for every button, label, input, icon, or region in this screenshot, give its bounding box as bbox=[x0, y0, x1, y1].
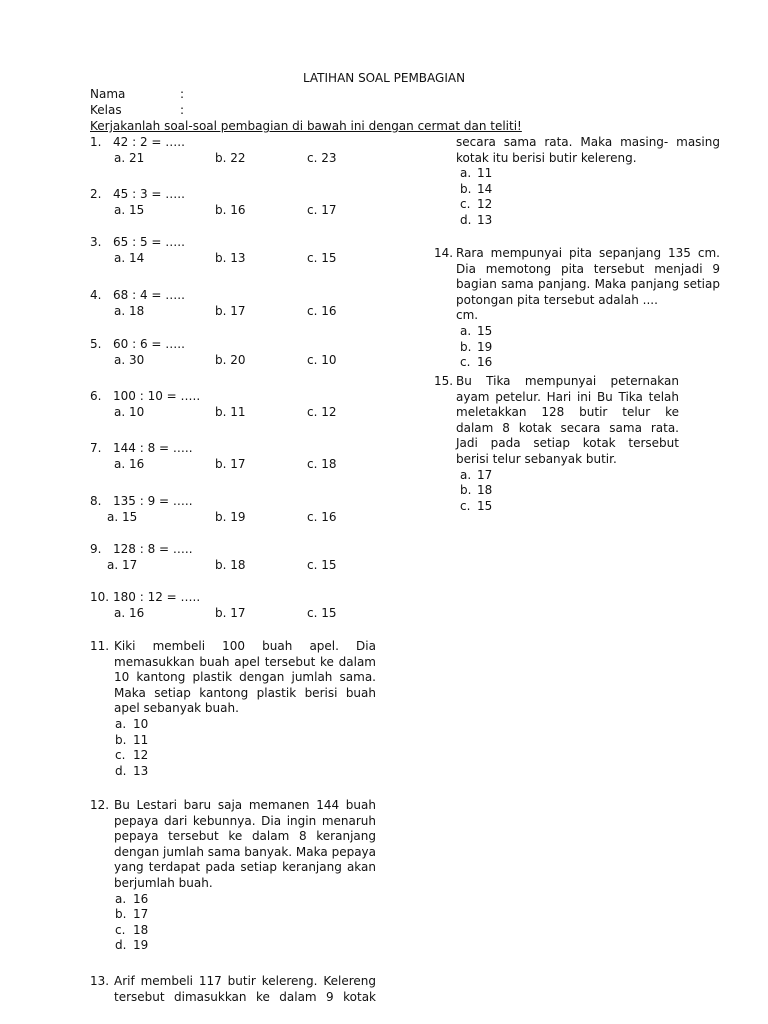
question-text: pepaya tersebut ke dalam 8 keranjang bbox=[114, 829, 376, 844]
question-text: yang terdapat pada setiap keranjang akan bbox=[114, 860, 376, 875]
option-b: b. 20 bbox=[215, 353, 246, 367]
option-value: 14 bbox=[477, 181, 493, 196]
option-a: a. 15 bbox=[114, 203, 145, 217]
option-c: c. 16 bbox=[307, 510, 337, 524]
question-text-line bbox=[434, 293, 720, 309]
question-text: pepaya dari kebunnya. Dia ingin menaruh bbox=[114, 813, 376, 828]
option-c: c. 23 bbox=[307, 151, 337, 165]
question-number: 9. bbox=[90, 542, 102, 556]
question-text: kotak itu berisi butir kelereng. bbox=[456, 150, 637, 165]
question-text: ayam petelur. Hari ini Bu Tika telah bbox=[456, 389, 679, 404]
question-expression: 144 : 8 = ….. bbox=[113, 441, 193, 455]
option-value: 16 bbox=[133, 891, 149, 906]
question-text-line bbox=[434, 135, 720, 151]
option-c bbox=[434, 197, 720, 213]
option-value: 10 bbox=[133, 716, 149, 731]
option-letter: b. bbox=[115, 907, 127, 922]
option-b bbox=[90, 907, 376, 923]
question-8 bbox=[90, 494, 390, 526]
question-12 bbox=[90, 798, 376, 954]
option-value: 17 bbox=[133, 907, 149, 922]
question-number: 13. bbox=[90, 974, 110, 988]
option-a: a. 30 bbox=[114, 353, 145, 367]
question-text-line bbox=[90, 814, 376, 830]
option-letter: a. bbox=[115, 891, 127, 906]
question-number: 10. bbox=[90, 590, 110, 604]
option-letter: a. bbox=[460, 166, 472, 181]
question-number: 4. bbox=[90, 288, 102, 302]
option-a: a. 18 bbox=[114, 304, 145, 318]
option-value: 15 bbox=[477, 323, 493, 338]
question-text: dalam 8 kotak secara sama rata. bbox=[456, 420, 679, 435]
worksheet-title: LATIHAN SOAL PEMBAGIAN bbox=[302, 71, 466, 85]
question-6 bbox=[90, 389, 390, 421]
question-text: cm. bbox=[456, 308, 479, 323]
option-a: a. 16 bbox=[114, 457, 145, 471]
question-text-line bbox=[90, 990, 376, 1006]
option-value: 19 bbox=[477, 339, 493, 354]
option-a bbox=[90, 892, 376, 908]
option-b bbox=[434, 483, 679, 499]
question-text-line bbox=[90, 639, 376, 655]
question-text-line bbox=[90, 701, 376, 717]
option-b bbox=[90, 733, 376, 749]
option-b: b. 11 bbox=[215, 405, 246, 419]
question-9 bbox=[90, 542, 390, 574]
question-number: 3. bbox=[90, 235, 102, 249]
question-text-line bbox=[90, 860, 376, 876]
option-letter: a. bbox=[460, 467, 472, 482]
question-text: apel sebanyak buah. bbox=[114, 701, 239, 716]
option-letter: b. bbox=[115, 732, 127, 747]
question-5 bbox=[90, 337, 390, 369]
option-b: b. 17 bbox=[215, 606, 246, 620]
option-a bbox=[434, 166, 720, 182]
option-a bbox=[434, 468, 679, 484]
question-text-line bbox=[90, 829, 376, 845]
question-text-line bbox=[90, 670, 376, 686]
question-text-line bbox=[434, 151, 720, 167]
option-c bbox=[90, 748, 376, 764]
question-expression: 45 : 3 = ….. bbox=[113, 187, 185, 201]
option-c: c. 15 bbox=[307, 558, 337, 572]
option-letter: b. bbox=[460, 339, 472, 354]
question-expression: 128 : 8 = ….. bbox=[113, 542, 193, 556]
question-text-line bbox=[434, 390, 679, 406]
option-letter: b. bbox=[460, 181, 472, 196]
option-a: a. 16 bbox=[114, 606, 145, 620]
question-1 bbox=[90, 135, 390, 167]
question-expression: 42 : 2 = ….. bbox=[113, 135, 185, 149]
option-b: b. 17 bbox=[215, 304, 246, 318]
option-b: b. 22 bbox=[215, 151, 246, 165]
option-c bbox=[434, 355, 720, 371]
option-value: 15 bbox=[477, 498, 493, 513]
question-expression: 100 : 10 = ….. bbox=[113, 389, 201, 403]
option-c bbox=[434, 499, 679, 515]
question-text-line bbox=[90, 686, 376, 702]
question-text: dengan jumlah sama banyak. Maka pepaya bbox=[114, 844, 376, 859]
option-c: c. 12 bbox=[307, 405, 337, 419]
question-expression: 68 : 4 = ….. bbox=[113, 288, 185, 302]
question-text: potongan pita tersebut adalah .... bbox=[456, 292, 658, 307]
question-expression: 135 : 9 = ….. bbox=[113, 494, 193, 508]
option-a: a. 10 bbox=[114, 405, 145, 419]
question-text-line bbox=[434, 308, 720, 324]
question-text-line bbox=[434, 421, 679, 437]
question-text: meletakkan 128 butir telur ke bbox=[456, 405, 679, 420]
question-expression: 65 : 5 = ….. bbox=[113, 235, 185, 249]
option-b: b. 13 bbox=[215, 251, 246, 265]
question-text-line bbox=[434, 374, 679, 390]
question-text: berjumlah buah. bbox=[114, 875, 213, 890]
option-value: 18 bbox=[477, 483, 493, 498]
option-letter: a. bbox=[460, 323, 472, 338]
question-text: memasukkan buah apel tersebut ke dalam bbox=[114, 654, 376, 669]
option-c: c. 15 bbox=[307, 251, 337, 265]
question-expression: 60 : 6 = ….. bbox=[113, 337, 185, 351]
question-10 bbox=[90, 590, 390, 622]
option-b bbox=[434, 182, 720, 198]
question-text: Dia memotong pita tersebut menjadi 9 bbox=[456, 261, 720, 276]
question-text-line bbox=[90, 798, 376, 814]
question-number: 11. bbox=[90, 639, 110, 653]
question-text-line bbox=[434, 436, 679, 452]
option-a bbox=[90, 717, 376, 733]
option-a: a. 17 bbox=[107, 558, 138, 572]
question-number: 15. bbox=[434, 374, 454, 388]
option-b: b. 19 bbox=[215, 510, 246, 524]
question-text: Jadi pada setiap kotak tersebut bbox=[456, 436, 679, 451]
class-field bbox=[90, 103, 184, 119]
question-4 bbox=[90, 288, 390, 320]
question-number: 5. bbox=[90, 337, 102, 351]
question-number: 8. bbox=[90, 494, 102, 508]
question-number: 6. bbox=[90, 389, 102, 403]
question-text-line bbox=[90, 974, 376, 990]
question-text-line bbox=[434, 452, 679, 468]
question-number: 14. bbox=[434, 246, 454, 260]
question-text-line bbox=[434, 405, 679, 421]
option-c: c. 18 bbox=[307, 457, 337, 471]
option-c: c. 17 bbox=[307, 203, 337, 217]
option-letter: c. bbox=[460, 498, 471, 513]
option-a: a. 21 bbox=[114, 151, 145, 165]
question-text-line bbox=[434, 262, 720, 278]
option-a: a. 15 bbox=[107, 510, 138, 524]
question-text-line bbox=[90, 655, 376, 671]
option-d bbox=[434, 213, 720, 229]
name-colon: : bbox=[180, 87, 185, 101]
option-letter: b. bbox=[460, 483, 472, 498]
question-text: tersebut dimasukkan ke dalam 9 kotak bbox=[114, 989, 376, 1004]
question-text: berisi telur sebanyak butir. bbox=[456, 451, 617, 466]
question-text: 10 kantong plastik dengan jumlah sama. bbox=[114, 670, 376, 685]
option-letter: a. bbox=[115, 716, 127, 731]
option-c: c. 10 bbox=[307, 353, 337, 367]
question-expression: 180 : 12 = ….. bbox=[113, 590, 201, 604]
question-number: 2. bbox=[90, 187, 102, 201]
question-text: Rara mempunyai pita sepanjang 135 cm. bbox=[456, 246, 720, 260]
question-text: secara sama rata. Maka masing- masing bbox=[456, 135, 720, 149]
option-c: c. 15 bbox=[307, 606, 337, 620]
question-13 bbox=[90, 974, 376, 1005]
question-text: Kiki membeli 100 buah apel. Dia bbox=[114, 639, 376, 653]
option-value: 13 bbox=[477, 212, 493, 227]
question-13-continued bbox=[434, 135, 720, 229]
question-text-line bbox=[434, 277, 720, 293]
name-label: Nama bbox=[90, 87, 126, 101]
option-value: 11 bbox=[477, 166, 493, 181]
option-d bbox=[90, 764, 376, 780]
question-11 bbox=[90, 639, 376, 779]
name-field bbox=[90, 87, 184, 103]
option-value: 12 bbox=[477, 197, 493, 212]
option-b: b. 17 bbox=[215, 457, 246, 471]
question-text: Maka setiap kantong plastik berisi buah bbox=[114, 685, 376, 700]
option-value: 19 bbox=[133, 938, 149, 953]
option-d bbox=[90, 938, 376, 954]
question-2 bbox=[90, 187, 390, 219]
option-letter: d. bbox=[460, 212, 472, 227]
question-number: 7. bbox=[90, 441, 102, 455]
question-text: Bu Tika mempunyai peternakan bbox=[456, 374, 679, 388]
question-text: Bu Lestari baru saja memanen 144 buah bbox=[114, 798, 376, 812]
option-value: 12 bbox=[133, 748, 149, 763]
question-text-line bbox=[90, 876, 376, 892]
class-label: Kelas bbox=[90, 103, 122, 117]
question-15 bbox=[434, 374, 679, 514]
option-value: 13 bbox=[133, 763, 149, 778]
option-value: 17 bbox=[477, 467, 493, 482]
option-a bbox=[434, 324, 720, 340]
question-number: 1. bbox=[90, 135, 102, 149]
instruction-text: Kerjakanlah soal-soal pembagian di bawah ini dengan cermat dan teliti! bbox=[90, 119, 522, 133]
option-letter: c. bbox=[460, 197, 471, 212]
option-letter: c. bbox=[115, 748, 126, 763]
question-14 bbox=[434, 246, 720, 371]
class-colon: : bbox=[180, 103, 185, 117]
option-value: 16 bbox=[477, 355, 493, 370]
option-letter: d. bbox=[115, 763, 127, 778]
option-letter: c. bbox=[115, 922, 126, 937]
question-7 bbox=[90, 441, 390, 473]
option-c bbox=[90, 923, 376, 939]
question-text-line bbox=[90, 845, 376, 861]
option-c: c. 16 bbox=[307, 304, 337, 318]
option-letter: d. bbox=[115, 938, 127, 953]
option-b bbox=[434, 340, 720, 356]
question-3 bbox=[90, 235, 390, 267]
option-value: 11 bbox=[133, 732, 149, 747]
question-text-line bbox=[434, 246, 720, 262]
option-value: 18 bbox=[133, 922, 149, 937]
option-letter: c. bbox=[460, 355, 471, 370]
question-text: Arif membeli 117 butir kelereng. Kelereng bbox=[114, 974, 376, 988]
option-a: a. 14 bbox=[114, 251, 145, 265]
option-b: b. 18 bbox=[215, 558, 246, 572]
question-text: bagian sama panjang. Maka panjang setiap bbox=[456, 277, 720, 292]
question-number: 12. bbox=[90, 798, 110, 812]
option-b: b. 16 bbox=[215, 203, 246, 217]
